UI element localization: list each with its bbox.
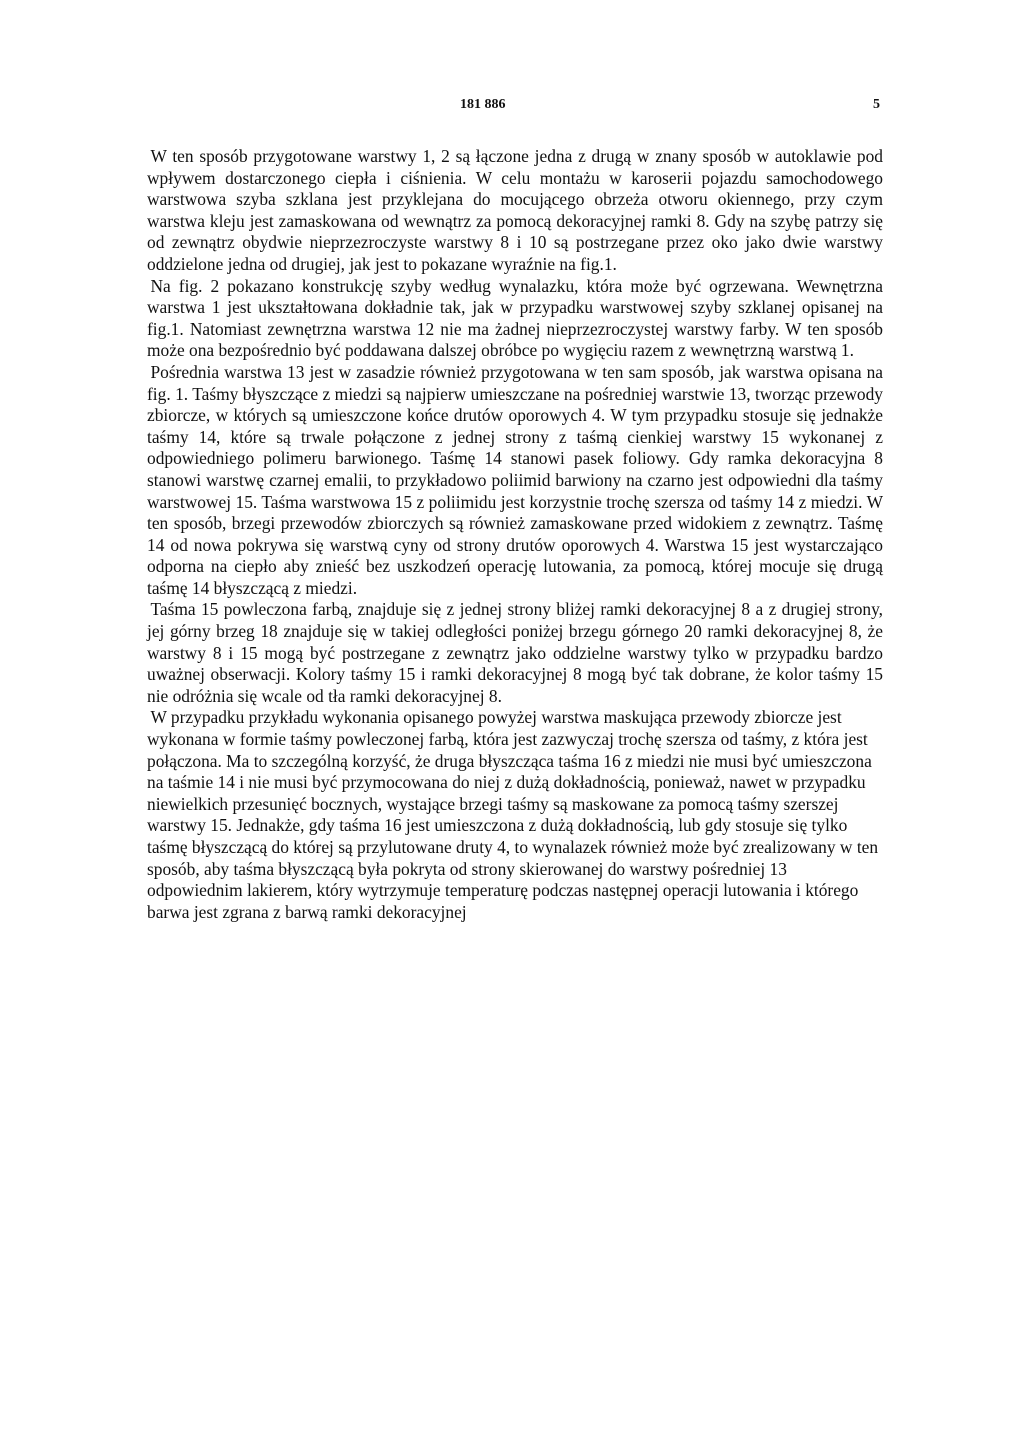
paragraph: Taśma 15 powleczona farbą, znajduje się z jednej strony bliżej ramki dekoracyjnej 8 a z drugiej strony, jej górny brzeg 18 znajduje się w takiej odległości poniżej brzegu górnego 20 ramki dekoracyjnej 8, że warstwy 8 i 15 mogą być postrzegane z zewnątrz jako oddzielne warstwy tylko w przypadku bardzo uważnej obserwacji. Kolory taśmy 15 i ramki dekoracyjnej 8 mogą być tak dobrane, że kolor taśmy 15 nie odróżnia się wcale od tła ramki dekoracyjnej 8. xyxy=(147,599,883,706)
patent-number: 181 886 xyxy=(460,97,506,112)
paragraph: Na fig. 2 pokazano konstrukcję szyby według wynalazku, która może być ogrzewana. Wewnętrzna warstwa 1 jest ukształtowana dokładnie tak, jak w przypadku warstwowej szyby szklanej opisanej na fig.1. Natomiast zewnętrzna warstwa 12 nie ma żadnej nieprzezroczystej warstwy farby. W ten sposób może ona bezpośrednio być poddawana dalszej obróbce po wygięciu razem z wewnętrzną warstwą 1. xyxy=(147,275,883,361)
page-number: 5 xyxy=(873,97,880,112)
document-body xyxy=(147,146,883,923)
paragraph: W przypadku przykładu wykonania opisanego powyżej warstwa maskująca przewody zbiorcze jest wykonana w formie taśmy powleczonej farbą, która jest zazwyczaj trochę szersza od taśmy, z która jest połączona. Ma to szczególną korzyść, że druga błyszcząca taśma 16 z miedzi nie musi być umieszczona na taśmie 14 i nie musi być przymocowana do niej z dużą dokładnością, ponieważ, nawet w przypadku niewielkich przesunięć bocznych, wystające brzegi taśmy są maskowane za pomocą taśmy szerszej warstwy 15. Jednakże, gdy taśma 16 jest umieszczona z dużą dokładnością, lub gdy stosuje się tylko taśmę błyszczącą do której są przylutowane druty 4, to wynalazek również może być zrealizowany w ten sposób, aby taśma błyszczącą była pokryta od strony skierowanej do warstwy pośredniej 13 odpowiednim lakierem, który wytrzymuje temperaturę podczas następnej operacji lutowania i którego barwa jest zgrana z barwą ramki dekoracyjnej xyxy=(147,707,879,922)
page-header xyxy=(150,97,880,119)
paragraph: Pośrednia warstwa 13 jest w zasadzie również przygotowana w ten sam sposób, jak warstwa opisana na fig. 1. Taśmy błyszczące z miedzi są najpierw umieszczane na pośredniej warstwie 13, tworząc przewody zbiorcze, w których są umieszczone końce drutów oporowych 4. W tym przypadku stosuje się jednakże taśmy 14, które są trwale połączone z jednej strony z taśmą cienkiej warstwy 15 wykonanej z odpowiedniego polimeru barwionego. Taśmę 14 stanowi pasek foliowy. Gdy ramka dekoracyjna 8 stanowi warstwę czarnej emalii, to przykładowo poliimid barwiony na czarno jest odpowiedni dla taśmy warstwowej 15. Taśma warstwowa 15 z poliimidu jest korzystnie trochę szersza od taśmy 14 z miedzi. W ten sposób, brzegi przewodów zbiorczych są również zamaskowane przed widokiem z zewnątrz. Taśmę 14 od nowa pokrywa się warstwą cyny od strony drutów oporowych 4. Warstwa 15 jest wystarczająco odporna na ciepło aby znieść bez uszkodzeń operację lutowania, za pomocą, której mocuje się drugą taśmę 14 błyszczącą z miedzi. xyxy=(147,361,883,598)
paragraph: W ten sposób przygotowane warstwy 1, 2 są łączone jedna z drugą w znany sposób w autoklawie pod wpływem dostarczonego ciepła i ciśnienia. W celu montażu w karoserii pojazdu samochodowego warstwowa szyba szklana jest przyklejana do mocującego obrzeża otworu okiennego, przy czym warstwa kleju jest zamaskowana od wewnątrz za pomocą dekoracyjnej ramki 8. Gdy na szybę patrzy się od zewnątrz obydwie nieprzezroczyste warstwy 8 i 10 są postrzegane przez oko jako dwie warstwy oddzielone jedna od drugiej, jak jest to pokazane wyraźnie na fig.1. xyxy=(147,146,883,274)
